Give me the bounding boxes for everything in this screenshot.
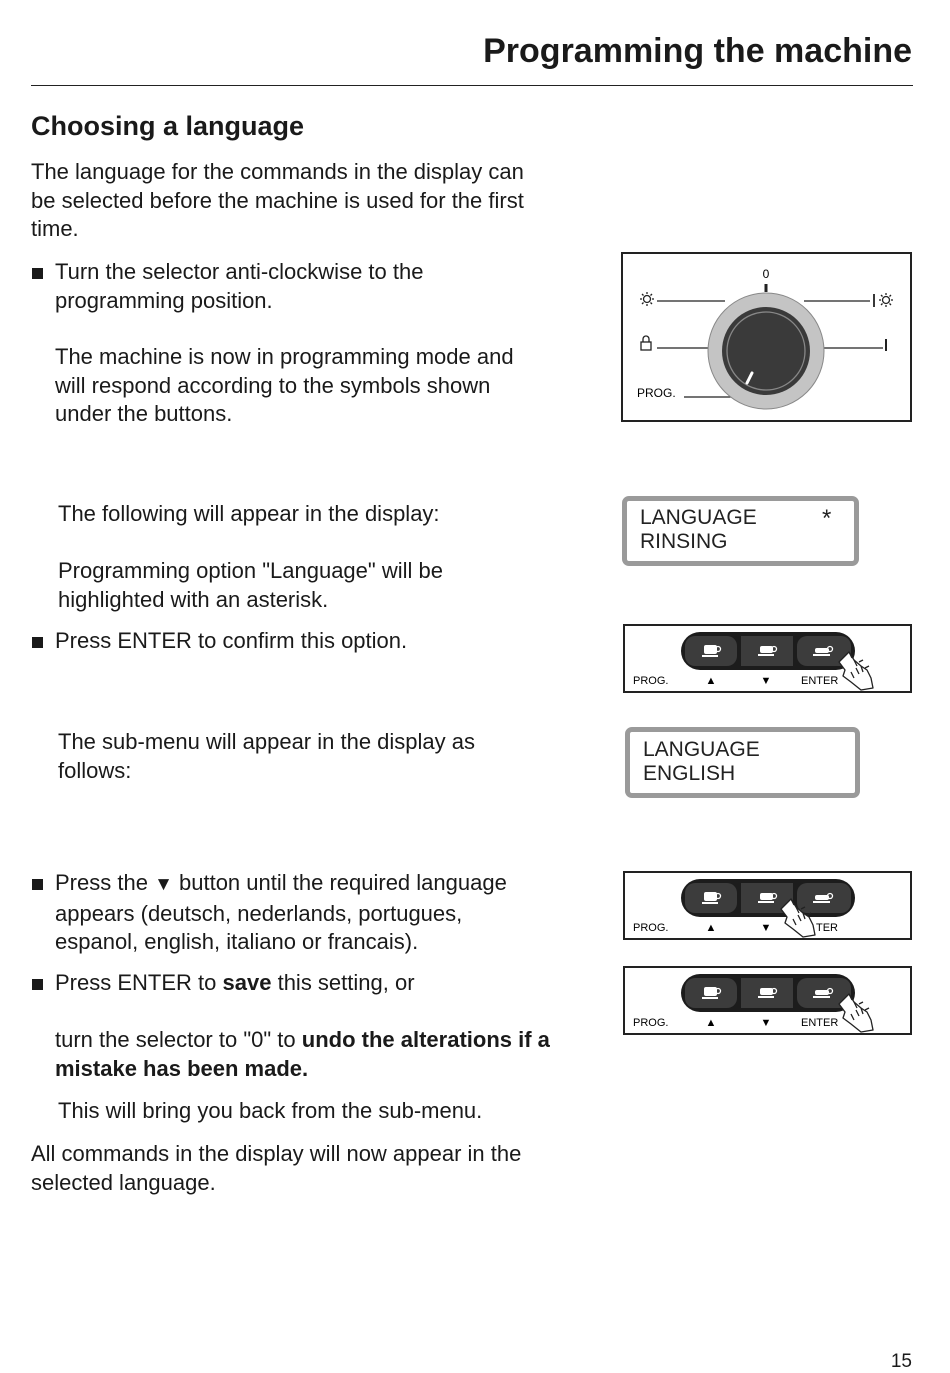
step-3-line-3: espanol, english, italiano or francais). xyxy=(55,929,419,954)
panel-3-down: ▼ xyxy=(760,1017,772,1029)
cup-button-1 xyxy=(702,892,721,904)
step-4b-pre: turn the selector to "0" to xyxy=(55,1027,296,1052)
note-line-3: under the buttons. xyxy=(55,401,233,426)
step-1-text xyxy=(55,258,423,315)
closing-paragraph xyxy=(31,1140,521,1197)
bullet-step-4 xyxy=(32,979,43,990)
programming-mode-note xyxy=(55,343,514,429)
section-heading: Choosing a language xyxy=(31,111,305,141)
page-number: 15 xyxy=(890,1351,912,1372)
button-panel-enter-1 xyxy=(623,624,913,694)
button-panel-down xyxy=(623,871,913,941)
panel-1-prog: PROG. xyxy=(633,675,669,687)
submenu-line-2: follows: xyxy=(58,757,132,783)
display-intro-line-1: The following will appear in the display: xyxy=(58,501,440,526)
panel-2-down: ▼ xyxy=(760,922,772,934)
selector-knob xyxy=(708,293,824,409)
step-2-text: Press ENTER to confirm this option. xyxy=(55,628,408,653)
panel-2-prog: PROG. xyxy=(633,922,669,934)
step-1-line-1: Turn the selector anti-clockwise to the xyxy=(55,259,424,284)
bullet-step-2 xyxy=(32,637,43,648)
step-4-post: this setting, or xyxy=(277,970,415,995)
display-language-rinsing xyxy=(622,496,859,566)
intro-line-3: time. xyxy=(31,216,79,241)
step-4-text xyxy=(55,969,415,998)
display-language-english xyxy=(625,727,860,798)
display-intro-line-2: Programming option "Language" will be xyxy=(58,558,443,583)
step-3-text xyxy=(55,869,507,957)
cup-button-1 xyxy=(702,645,721,657)
selector-prog-label: PROG. xyxy=(637,386,676,400)
page-title: Programming the machine xyxy=(483,32,912,70)
step-3-line-2: appears (deutsch, nederlands, portugues, xyxy=(55,900,463,926)
step-4b-bold-1: undo the alterations if a xyxy=(301,1027,550,1052)
panel-1-up: ▲ xyxy=(705,675,717,687)
display-2-line-2: ENGLISH xyxy=(643,762,736,785)
intro-paragraph xyxy=(31,158,524,244)
intro-line-1: The language for the commands in the display can xyxy=(31,159,524,184)
cup-button-1 xyxy=(702,987,721,999)
step-4b-text xyxy=(55,1026,550,1083)
display-1-line-1: LANGUAGE xyxy=(640,506,757,529)
button-panel-enter-2 xyxy=(623,966,913,1036)
closing-line-1: All commands in the display will now appear in the xyxy=(31,1141,522,1166)
note-line-2: will respond according to the symbols shown xyxy=(55,372,491,398)
selector-figure xyxy=(621,252,913,423)
bullet-step-3 xyxy=(32,879,43,890)
header-divider xyxy=(31,85,913,86)
panel-1-down: ▼ xyxy=(760,675,772,687)
note-line-1: The machine is now in programming mode and xyxy=(55,344,514,369)
step-4-pre: Press ENTER to xyxy=(55,970,217,995)
back-note: This will bring you back from the sub-menu. xyxy=(58,1098,483,1123)
selector-zero-label: 0 xyxy=(762,267,770,281)
display-intro-rest xyxy=(58,557,443,614)
asterisk-icon: * xyxy=(822,505,832,532)
bullet-step-1 xyxy=(32,268,43,279)
display-1-line-2: RINSING xyxy=(640,530,728,553)
display-intro-line-3: highlighted with an asterisk. xyxy=(58,586,329,612)
down-arrow-icon: ▼ xyxy=(154,874,173,895)
submenu-paragraph xyxy=(58,728,475,785)
step-3-suffix: button until the required language xyxy=(179,870,507,895)
step-1-line-2: programming position. xyxy=(55,287,273,313)
intro-line-2: be selected before the machine is used for the first xyxy=(31,187,524,213)
step-4-bold: save xyxy=(222,970,272,995)
panel-3-enter: ENTER xyxy=(801,1017,839,1029)
step-4b-bold-2: mistake has been made. xyxy=(55,1055,309,1081)
closing-line-2: selected language. xyxy=(31,1169,216,1195)
submenu-line-1: The sub-menu will appear in the display as xyxy=(58,729,476,754)
panel-1-enter: ENTER xyxy=(801,675,839,687)
panel-3-prog: PROG. xyxy=(633,1017,669,1029)
panel-2-up: ▲ xyxy=(705,922,717,934)
step-3-prefix: Press the xyxy=(55,870,148,895)
panel-3-up: ▲ xyxy=(705,1017,717,1029)
panel-2-enter-partial: TER xyxy=(816,922,838,934)
display-2-line-1: LANGUAGE xyxy=(643,738,760,761)
